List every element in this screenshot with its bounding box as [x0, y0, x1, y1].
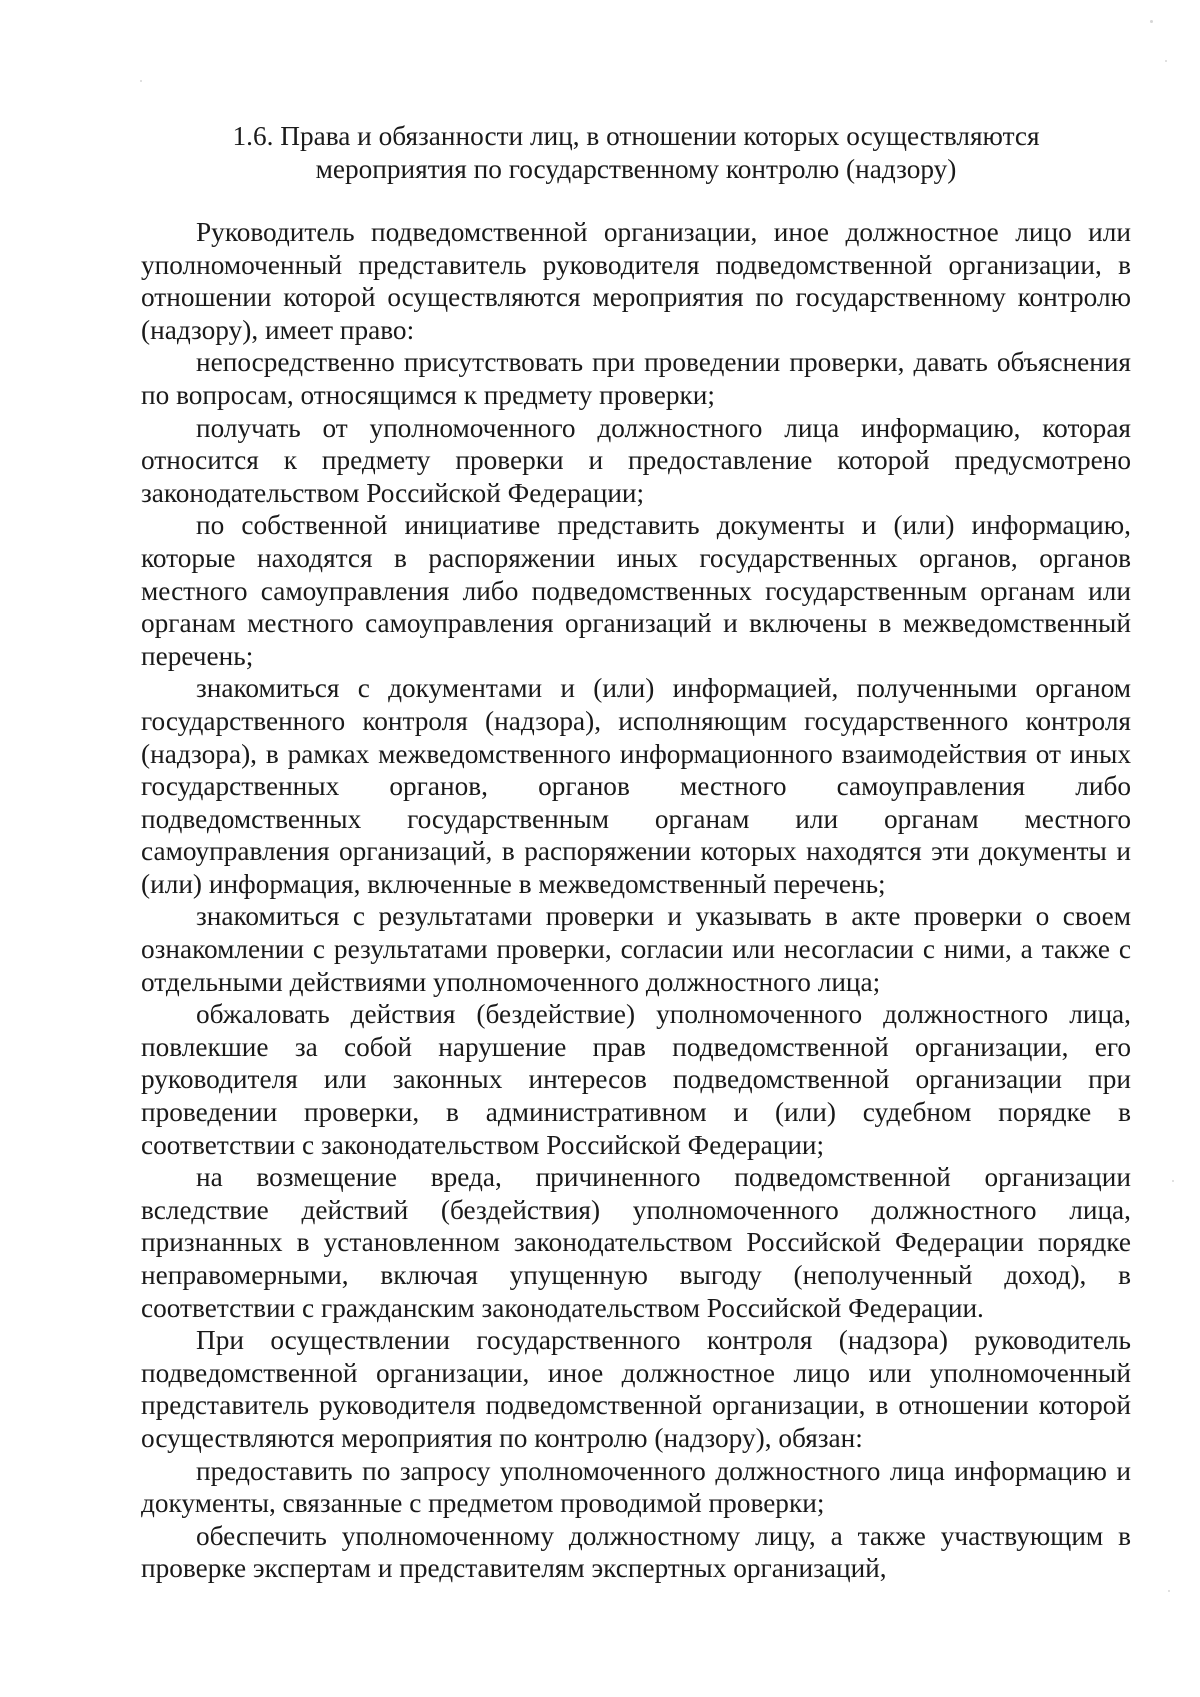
document-body	[141, 120, 1131, 1585]
section-heading: 1.6. Права и обязанности лиц, в отношении которых осуществляются мероприятия по государственному контролю (надзору)	[232, 121, 1040, 184]
scan-noise	[1150, 20, 1153, 23]
paragraph: обжаловать действия (бездействие) уполномоченного должностного лица, повлекшие за собой нарушение прав подведомственной организации, его руководителя или законных интересов подведомственной организации при проведении проверки, в административном и (или) судебном порядке в соответствии с законодательством Российской Федерации;	[141, 999, 1131, 1160]
paragraph: знакомиться с документами и (или) информацией, полученными органом государственного контроля (надзора), исполняющим государственного контроля (надзора), в рамках межведомственного информационного взаимодействия от иных государственных органов, органов местного самоуправления либо подведомственных государственным органам или органам местного самоуправления организаций, в распоряжении которых находятся эти документы и (или) информация, включенные в межведомственный перечень;	[141, 673, 1131, 899]
paragraph: на возмещение вреда, причиненного подведомственной организации вследствие действий (бездействия) уполномоченного должностного лица, признанных в установленном законодательством Российской Федерации порядке неправомерными, включая упущенную выгоду (неполученный доход), в соответствии с гражданским законодательством Российской Федерации.	[141, 1162, 1131, 1323]
paragraph: Руководитель подведомственной организации, иное должностное лицо или уполномоченный представитель руководителя подведомственной организации, в отношении которой осуществляются мероприятия по государственному контролю (надзору), имеет право:	[141, 217, 1131, 345]
scan-noise	[1168, 1590, 1170, 1592]
paragraph: обеспечить уполномоченному должностному лицу, а также участвующим в проверке экспертам и представителям экспертных организаций,	[141, 1520, 1131, 1584]
paragraph: по собственной инициативе представить документы и (или) информацию, которые находятся в распоряжении иных государственных органов, органов местного самоуправления либо подведомственных государственным органам или органам местного самоуправления организаций и включены в межведомственный перечень;	[141, 510, 1131, 671]
paragraph: непосредственно присутствовать при проведении проверки, давать объяснения по вопросам, относящимся к предмету проверки;	[141, 347, 1131, 410]
paragraph: получать от уполномоченного должностного лица информацию, которая относится к предмету проверки и предоставление которой предусмотрено законодательством Российской Федерации;	[141, 412, 1131, 508]
scan-noise	[1172, 1180, 1174, 1182]
scan-noise	[140, 80, 142, 82]
paragraph: знакомиться с результатами проверки и указывать в акте проверки о своем ознакомлении с результатами проверки, согласии или несогласии с ними, а также с отдельными действиями уполномоченного должностного лица;	[141, 901, 1131, 997]
paragraph: предоставить по запросу уполномоченного должностного лица информацию и документы, связанные с предметом проводимой проверки;	[141, 1455, 1131, 1519]
scan-noise	[1165, 60, 1167, 62]
paragraph: При осуществлении государственного контроля (надзора) руководитель подведомственной организации, иное должностное лицо или уполномоченный представитель руководителя подведомственной организации, в отношении которой осуществляются мероприятия по контролю (надзору), обязан:	[141, 1325, 1131, 1453]
